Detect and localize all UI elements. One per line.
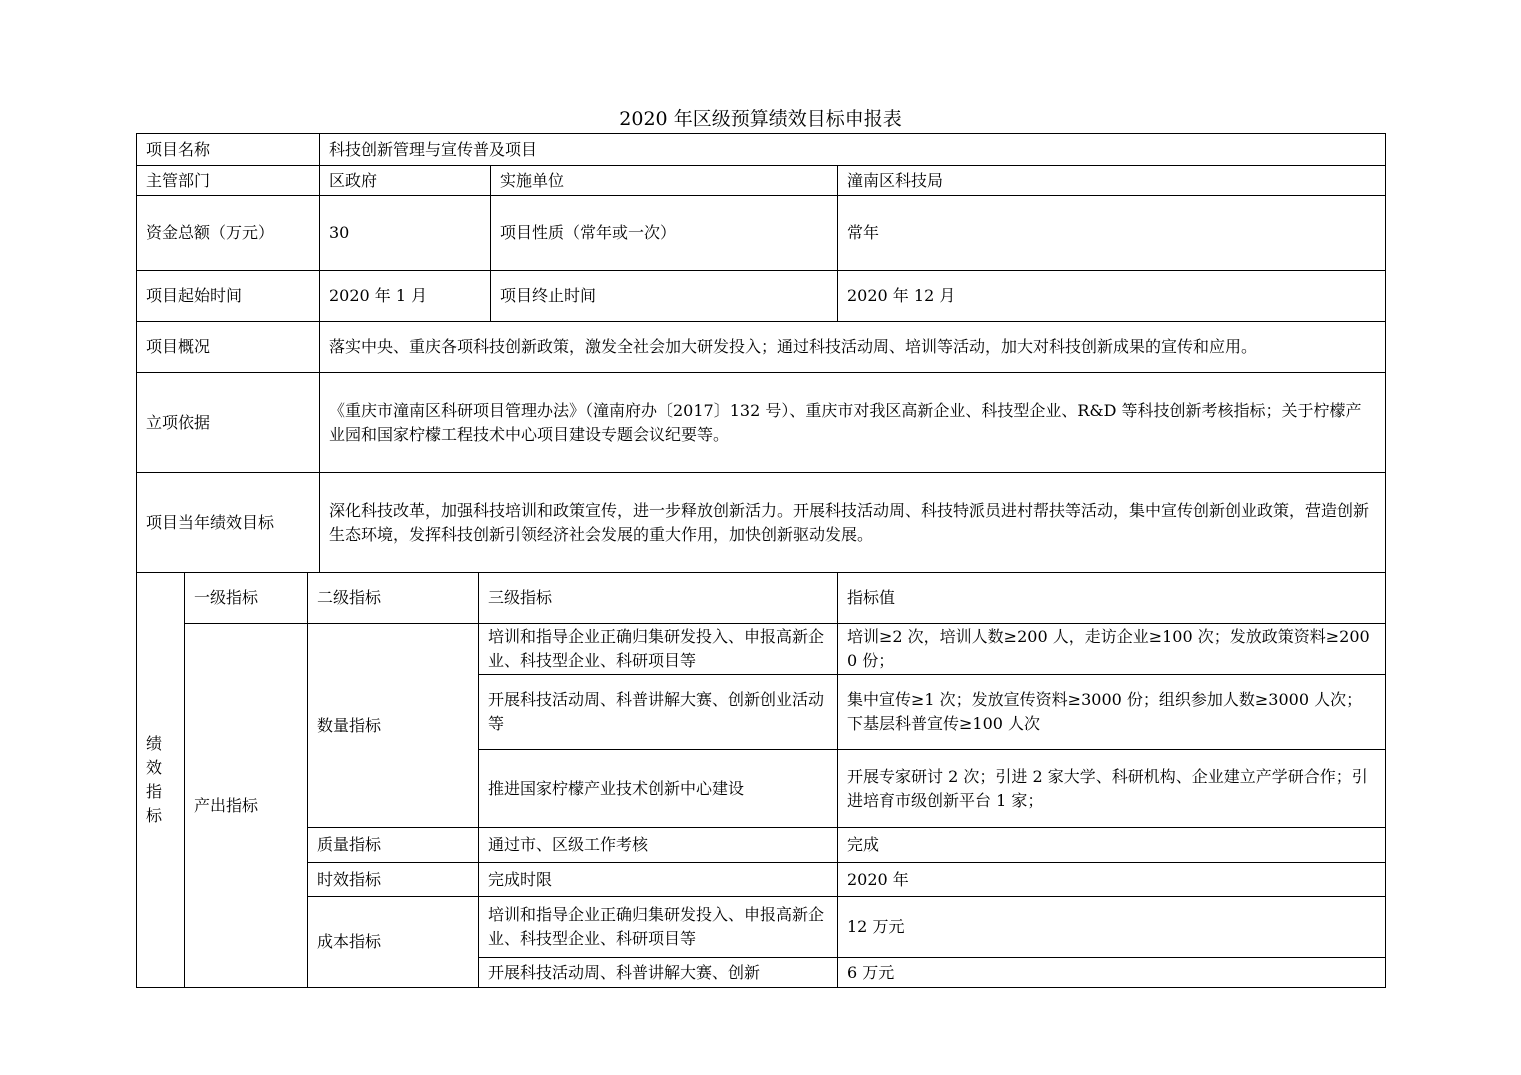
performance-target-table <box>136 133 1386 988</box>
table-row <box>137 624 1386 675</box>
row-funds <box>137 196 1386 271</box>
cost-item-2: 开展科技活动周、科普讲解大赛、创新 <box>479 958 838 988</box>
project-name-value: 科技创新管理与宣传普及项目 <box>320 134 1386 166</box>
quality-label: 质量指标 <box>308 828 479 863</box>
project-nature-value: 常年 <box>838 196 1386 271</box>
header-level2: 二级指标 <box>308 573 479 624</box>
header-value: 指标值 <box>838 573 1386 624</box>
overview-label: 项目概况 <box>137 322 320 373</box>
basis-label: 立项依据 <box>137 373 320 473</box>
timeliness-value: 2020 年 <box>838 863 1386 897</box>
timeliness-item: 完成时限 <box>479 863 838 897</box>
row-indicator-headers <box>137 573 1386 624</box>
indicators-section-text: 绩效指标 <box>146 734 163 825</box>
row-project-name <box>137 134 1386 166</box>
department-label: 主管部门 <box>137 166 320 196</box>
cost-item-1: 培训和指导企业正确归集研发投入、申报高新企业、科技型企业、科研项目等 <box>479 897 838 958</box>
total-funds-value: 30 <box>320 196 491 271</box>
table-row <box>137 828 1386 863</box>
header-level1: 一级指标 <box>185 573 308 624</box>
row-basis <box>137 373 1386 473</box>
row-department <box>137 166 1386 196</box>
quantity-item-1: 培训和指导企业正确归集研发投入、申报高新企业、科技型企业、科研项目等 <box>479 624 838 675</box>
overview-value: 落实中央、重庆各项科技创新政策，激发全社会加大研发投入；通过科技活动周、培训等活动，加大对科技创新成果的宣传和应用。 <box>320 322 1386 373</box>
table-row <box>137 863 1386 897</box>
quantity-item-3: 推进国家柠檬产业技术创新中心建设 <box>479 750 838 828</box>
end-time-label: 项目终止时间 <box>491 271 838 322</box>
quantity-value-1: 培训≥2 次，培训人数≥200 人，走访企业≥100 次；发放政策资料≥2000 份； <box>838 624 1386 675</box>
implementer-value: 潼南区科技局 <box>838 166 1386 196</box>
quantity-value-3: 开展专家研讨 2 次；引进 2 家大学、科研机构、企业建立产学研合作；引进培育市级创新平台 1 家； <box>838 750 1386 828</box>
row-annual-goal <box>137 473 1386 573</box>
indicators-section-label <box>137 573 185 988</box>
level1-output: 产出指标 <box>185 624 308 988</box>
row-overview <box>137 322 1386 373</box>
total-funds-label: 资金总额（万元） <box>137 196 320 271</box>
timeliness-label: 时效指标 <box>308 863 479 897</box>
start-time-label: 项目起始时间 <box>137 271 320 322</box>
basis-value: 《重庆市潼南区科研项目管理办法》（潼南府办〔2017〕132 号）、重庆市对我区高新企业、科技型企业、R&D 等科技创新考核指标；关于柠檬产业园和国家柠檬工程技术中心项目建设专题会议纪要等。 <box>320 373 1386 473</box>
header-level3: 三级指标 <box>479 573 838 624</box>
end-time-value: 2020 年 12 月 <box>838 271 1386 322</box>
quantity-item-2: 开展科技活动周、科普讲解大赛、创新创业活动等 <box>479 675 838 750</box>
quantity-label: 数量指标 <box>308 624 479 828</box>
quantity-value-2: 集中宣传≥1 次；发放宣传资料≥3000 份；组织参加人数≥3000 人次；下基层科普宣传≥100 人次 <box>838 675 1386 750</box>
start-time-value: 2020 年 1 月 <box>320 271 491 322</box>
department-value: 区政府 <box>320 166 491 196</box>
annual-goal-value: 深化科技改革，加强科技培训和政策宣传，进一步释放创新活力。开展科技活动周、科技特派员进村帮扶等活动，集中宣传创新创业政策，营造创新生态环境，发挥科技创新引领经济社会发展的重大作用，加快创新驱动发展。 <box>320 473 1386 573</box>
implementer-label: 实施单位 <box>491 166 838 196</box>
table-row <box>137 897 1386 958</box>
project-name-label: 项目名称 <box>137 134 320 166</box>
cost-value-2: 6 万元 <box>838 958 1386 988</box>
quality-value: 完成 <box>838 828 1386 863</box>
row-time <box>137 271 1386 322</box>
page-title: 2020 年区级预算绩效目标申报表 <box>619 108 902 130</box>
cost-value-1: 12 万元 <box>838 897 1386 958</box>
annual-goal-label: 项目当年绩效目标 <box>137 473 320 573</box>
project-nature-label: 项目性质（常年或一次） <box>491 196 838 271</box>
quality-item: 通过市、区级工作考核 <box>479 828 838 863</box>
cost-label: 成本指标 <box>308 897 479 988</box>
